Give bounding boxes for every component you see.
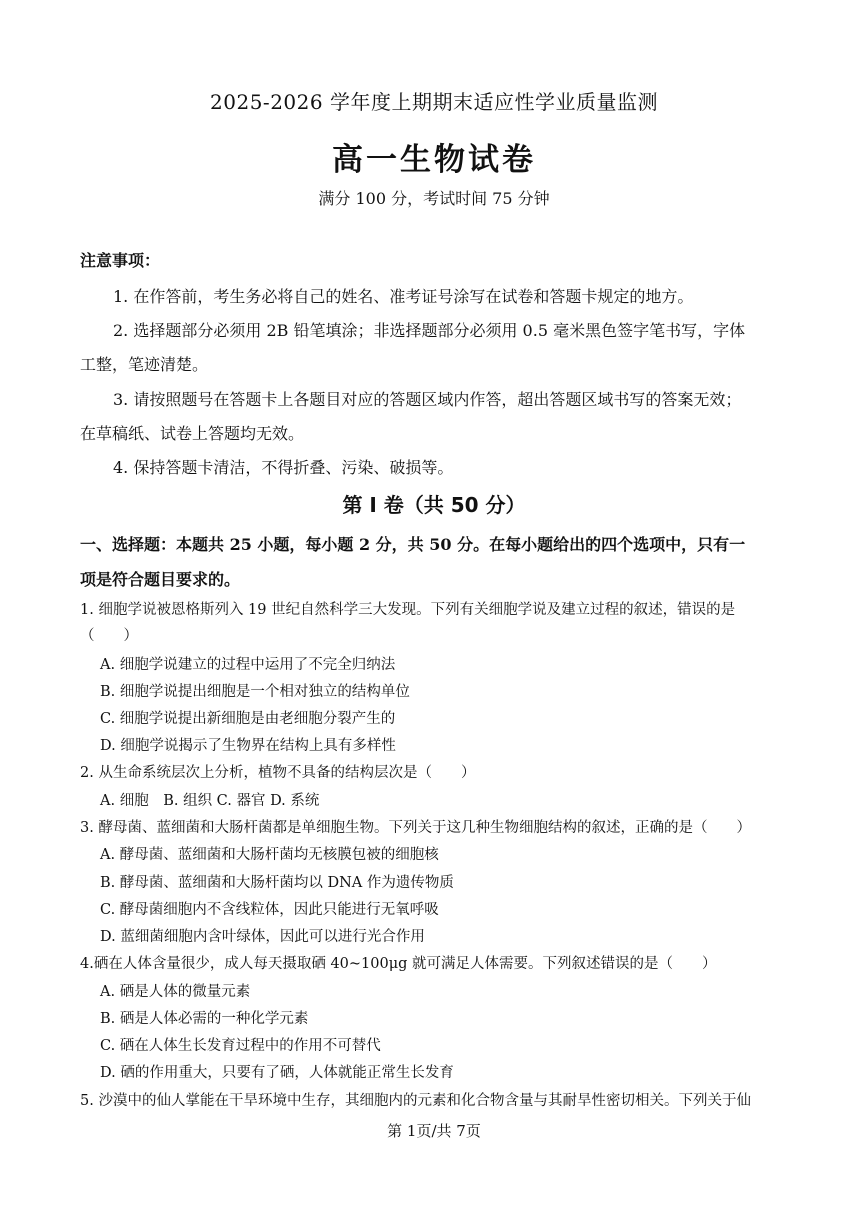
question-stem: 3. 酵母菌、蓝细菌和大肠杆菌都是单细胞生物。下列关于这几种生物细胞结构的叙述，正确的是（ ） <box>80 820 751 836</box>
option-item: B. 细胞学说提出细胞是一个相对独立的结构单位 <box>100 684 410 700</box>
question-stem: 4.硒在人体含量很少，成人每天摄取硒 40~100μg 就可满足人体需要。下列叙述错误的是（ ） <box>80 956 717 972</box>
exam-title: 2025-2026 学年度上期期末适应性学业质量监测 <box>210 90 658 114</box>
option-item: A. 酵母菌、蓝细菌和大肠杆菌均无核膜包被的细胞核 <box>100 847 439 863</box>
option-item: A. 细胞学说建立的过程中运用了不完全归纳法 <box>100 657 396 673</box>
notice-line: 2. 选择题部分必须用 2B 铅笔填涂；非选择题部分必须用 0.5 毫米黑色签字笔书写，字体 <box>113 321 746 340</box>
section-intro: 项是符合题目要求的。 <box>80 570 241 589</box>
notice-line: 工整，笔迹清楚。 <box>80 355 209 374</box>
option-item: C. 酵母菌细胞内不含线粒体，因此只能进行无氧呼吸 <box>100 902 439 918</box>
section-intro: 一、选择题：本题共 25 小题，每小题 2 分，共 50 分。在每小题给出的四个选项中，只有一 <box>80 535 746 554</box>
notice-line: 4. 保持答题卡清洁，不得折叠、污染、破损等。 <box>113 458 454 477</box>
option-item: B. 硒是人体必需的一种化学元素 <box>100 1011 309 1027</box>
notice-line: 在草稿纸、试卷上答题均无效。 <box>80 424 305 443</box>
question-stem: 2. 从生命系统层次上分析，植物不具备的结构层次是（ ） <box>80 765 476 781</box>
option-item: A. 硒是人体的微量元素 <box>100 984 251 1000</box>
option-item: C. 细胞学说提出新细胞是由老细胞分裂产生的 <box>100 711 396 727</box>
exam-subtitle: 满分 100 分，考试时间 75 分钟 <box>318 189 550 208</box>
question-stem: 1. 细胞学说被恩格斯列入 19 世纪自然科学三大发现。下列有关细胞学说及建立过程的叙述，错误的是 <box>80 602 736 618</box>
section-title: 第 Ⅰ 卷（共 50 分） <box>342 493 526 517</box>
option-item: B. 酵母菌、蓝细菌和大肠杆菌均以 DNA 作为遗传物质 <box>100 875 454 891</box>
option-item: D. 蓝细菌细胞内含叶绿体，因此可以进行光合作用 <box>100 929 425 945</box>
paper-title: 高一生物试卷 <box>332 142 536 178</box>
question-stem: 5. 沙漠中的仙人掌能在干旱环境中生存，其细胞内的元素和化合物含量与其耐旱性密切相关。下列关于仙 <box>80 1093 751 1109</box>
answer-blank: （ ） <box>80 628 138 644</box>
option-item: A. 细胞 B. 组织 C. 器官 D. 系统 <box>100 793 320 809</box>
option-item: C. 硒在人体生长发育过程中的作用不可替代 <box>100 1038 381 1054</box>
option-item: D. 细胞学说揭示了生物界在结构上具有多样性 <box>100 738 396 754</box>
notice-line: 3. 请按照题号在答题卡上各题目对应的答题区域内作答，超出答题区域书写的答案无效； <box>113 390 742 409</box>
option-item: D. 硒的作用重大，只要有了硒，人体就能正常生长发育 <box>100 1065 454 1081</box>
notice-line: 1. 在作答前，考生务必将自己的姓名、准考证号涂写在试卷和答题卡规定的地方。 <box>113 287 694 306</box>
page-number: 第 1页/共 7页 <box>387 1122 481 1140</box>
notice-heading: 注意事项： <box>80 251 161 270</box>
